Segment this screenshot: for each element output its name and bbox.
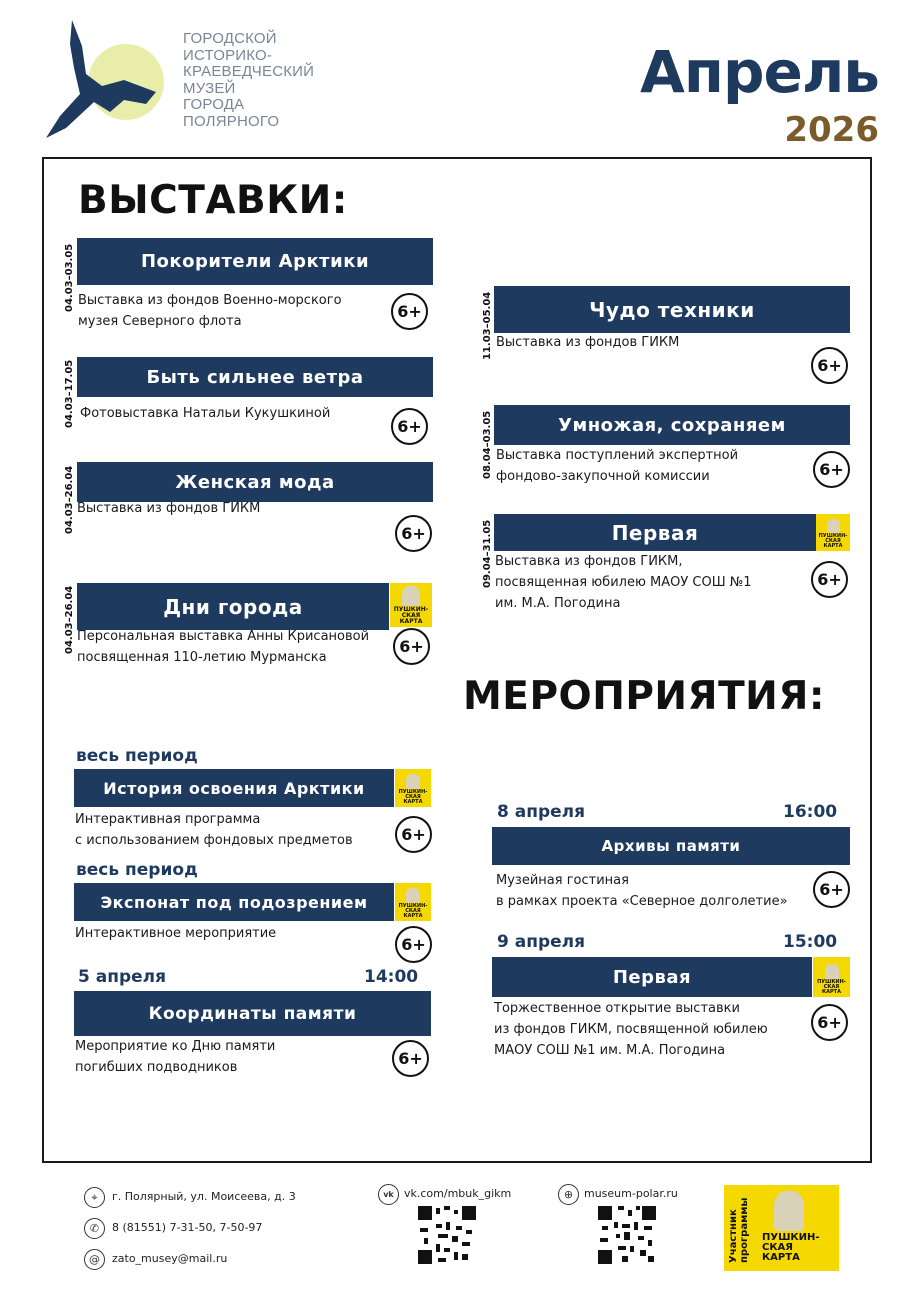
pk-line: КАРТА — [822, 989, 841, 995]
event-time: 15:00 — [783, 932, 838, 952]
museum-name-line: ГОРОДА — [183, 96, 245, 113]
month-title: Апрель — [640, 38, 879, 106]
exhibition-description — [78, 290, 342, 332]
program-line: программы — [739, 1197, 750, 1263]
vk-icon: vk — [378, 1184, 399, 1205]
event-when: 8 апреля — [497, 802, 586, 822]
program-participant-label — [728, 1198, 750, 1263]
exhibition-title-bar: Умножая, сохраняем — [494, 405, 850, 445]
event-description — [494, 998, 768, 1061]
location-pin-icon: ⌖ — [84, 1187, 105, 1208]
age-rating-badge: 6+ — [395, 926, 432, 963]
desc-line: Выставка из фондов ГИКМ — [496, 335, 680, 350]
museum-name-line: ИСТОРИКО- — [183, 46, 273, 64]
event-title-bar: Архивы памяти — [492, 827, 850, 865]
pushkin-portrait-icon — [825, 964, 839, 979]
pushkin-card-badge — [390, 583, 432, 627]
pushkin-card-badge — [395, 883, 431, 921]
desc-line: им. М.А. Погодина — [495, 596, 621, 611]
desc-line: Мероприятие ко Дню памяти — [75, 1039, 276, 1054]
exhibition-dates: 11.03–05.04 — [482, 291, 493, 360]
age-rating-badge: 6+ — [813, 871, 850, 908]
pk-line: СКАЯ — [405, 794, 421, 800]
pk-line: КАРТА — [403, 799, 423, 805]
exhibition-title-bar: Первая — [494, 514, 816, 551]
exhibition-description — [495, 551, 752, 614]
exhibition-description — [496, 445, 738, 487]
pushkin-card-label — [399, 904, 428, 919]
museum-name-line: МУЗЕЙ — [183, 79, 236, 97]
pushkin-card-label — [762, 1233, 820, 1263]
vk-link[interactable]: vk.com/mbuk_gikm — [404, 1187, 512, 1200]
pk-line: СКАЯ — [405, 908, 421, 914]
desc-line: Торжественное открытие выставки — [494, 1001, 740, 1016]
phone-text: 8 (81551) 7-31-50, 7-50-97 — [112, 1221, 263, 1234]
pk-line: ПУШКИН- — [817, 979, 846, 985]
museum-name-line: ПОЛЯРНОГО — [183, 112, 280, 130]
event-description — [75, 923, 276, 944]
exhibition-title-bar: Женская мода — [77, 462, 433, 502]
exhibition-dates: 09.04–31.05 — [482, 519, 493, 588]
museum-name-line: КРАЕВЕДЧЕСКИЙ — [183, 63, 315, 80]
exhibition-title-bar: Покорители Арктики — [77, 238, 433, 285]
pushkin-card-label — [394, 607, 429, 625]
desc-line: Фотовыставка Натальи Кукушкиной — [80, 406, 331, 421]
events-title: МЕРОПРИЯТИЯ: — [463, 674, 825, 719]
desc-line: посвященная 110-летию Мурманска — [77, 650, 327, 665]
exhibition-dates: 08.04–03.05 — [482, 410, 493, 479]
event-when: 9 апреля — [497, 932, 586, 952]
exhibition-dates: 04.03–26.04 — [64, 585, 75, 654]
age-rating-badge: 6+ — [811, 561, 848, 598]
desc-line: посвященная юбилею МАОУ СОШ №1 — [495, 575, 752, 590]
age-rating-badge: 6+ — [395, 816, 432, 853]
email-icon: @ — [84, 1249, 105, 1270]
exhibition-description — [77, 626, 369, 668]
exhibition-dates: 04.03–03.05 — [64, 243, 75, 312]
age-rating-badge: 6+ — [392, 1040, 429, 1077]
exhibitions-title: ВЫСТАВКИ: — [78, 178, 348, 223]
pk-line: ПУШКИН- — [818, 533, 848, 539]
desc-line: Персональная выставка Анны Крисановой — [77, 629, 370, 644]
pk-line: СКАЯ — [823, 984, 840, 990]
desc-line: погибших подводников — [75, 1060, 238, 1075]
desc-line: Выставка из фондов ГИКМ, — [495, 554, 683, 569]
event-description — [75, 1036, 275, 1078]
desc-line: МАОУ СОШ №1 им. М.А. Погодина — [494, 1043, 726, 1058]
qr-code-vk[interactable] — [418, 1206, 476, 1264]
program-line: Участник — [728, 1209, 739, 1263]
desc-line: Выставка из фондов ГИКМ — [77, 501, 261, 516]
year-title: 2026 — [784, 110, 879, 150]
email-link[interactable]: zato_musey@mail.ru — [112, 1252, 228, 1265]
pk-line: КАРТА — [399, 618, 423, 625]
age-rating-badge: 6+ — [393, 628, 430, 665]
event-description — [75, 809, 353, 851]
age-rating-badge: 6+ — [811, 347, 848, 384]
desc-line: Музейная гостиная — [496, 873, 629, 888]
pushkin-portrait-icon — [406, 774, 420, 789]
pk-line: ПУШКИН- — [398, 789, 428, 795]
pushkin-portrait-icon — [774, 1191, 804, 1231]
desc-line: Интерактивное мероприятие — [75, 926, 277, 941]
pk-line: КАРТА — [823, 543, 843, 549]
desc-line: музея Северного флота — [78, 314, 242, 329]
desc-line: с использованием фондовых предметов — [75, 833, 353, 848]
pk-line: СКАЯ — [401, 612, 421, 619]
pk-line: СКАЯ — [762, 1242, 793, 1253]
phone-icon: ✆ — [84, 1218, 105, 1239]
desc-line: в рамках проекта «Северное долголетие» — [496, 894, 788, 909]
event-title-bar: История освоения Арктики — [74, 769, 394, 807]
age-rating-badge: 6+ — [391, 408, 428, 445]
event-title-bar: Координаты памяти — [74, 991, 431, 1036]
age-rating-badge: 6+ — [391, 293, 428, 330]
event-title-bar: Экспонат под подозрением — [74, 883, 394, 921]
globe-icon: ⊕ — [558, 1184, 579, 1205]
event-when: весь период — [76, 860, 198, 880]
pushkin-card-badge — [816, 514, 850, 551]
pushkin-card-label — [819, 534, 848, 549]
event-when: 5 апреля — [78, 967, 167, 987]
pushkin-card-badge — [813, 957, 850, 997]
pushkin-portrait-icon — [406, 888, 420, 903]
age-rating-badge: 6+ — [811, 1004, 848, 1041]
desc-line: фондово-закупочной комиссии — [496, 469, 710, 484]
website-link[interactable]: museum-polar.ru — [584, 1187, 678, 1200]
pk-line: ПУШКИН- — [393, 606, 429, 613]
exhibition-title-bar: Быть сильнее ветра — [77, 357, 433, 397]
pushkin-card-label — [399, 790, 428, 805]
desc-line: Выставка из фондов Военно-морского — [78, 293, 342, 308]
exhibition-description — [496, 332, 679, 353]
event-title-bar: Первая — [492, 957, 812, 997]
event-time: 14:00 — [364, 967, 419, 987]
desc-line: из фондов ГИКМ, посвященной юбилею — [494, 1022, 768, 1037]
pk-line: КАРТА — [762, 1252, 800, 1263]
address-text: г. Полярный, ул. Моисеева, д. 3 — [112, 1190, 296, 1203]
exhibition-title-bar: Чудо техники — [494, 286, 850, 333]
pk-line: СКАЯ — [825, 538, 841, 544]
event-description — [496, 870, 788, 912]
age-rating-badge: 6+ — [395, 515, 432, 552]
pushkin-card-badge — [395, 769, 431, 807]
desc-line: Интерактивная программа — [75, 812, 261, 827]
pushkin-card-program-badge — [724, 1185, 839, 1271]
desc-line: Выставка поступлений экспертной — [496, 448, 739, 463]
pk-line: КАРТА — [403, 913, 423, 919]
museum-name-line: ГОРОДСКОЙ — [183, 30, 277, 47]
event-when: весь период — [76, 746, 198, 766]
pk-line: ПУШКИН- — [398, 903, 428, 909]
pushkin-portrait-icon — [402, 586, 420, 606]
qr-code-site[interactable] — [598, 1206, 656, 1264]
exhibition-title-bar: Дни города — [77, 583, 389, 630]
pushkin-portrait-icon — [827, 519, 840, 533]
exhibition-dates: 04.03–26.04 — [64, 465, 75, 534]
museum-logo-icon — [42, 16, 172, 141]
pushkin-card-label — [817, 980, 846, 995]
exhibition-description — [80, 403, 330, 424]
exhibition-dates: 04.03–17.05 — [64, 359, 75, 428]
event-time: 16:00 — [783, 802, 838, 822]
museum-name — [183, 31, 383, 130]
exhibition-description — [77, 498, 260, 519]
pk-line: ПУШКИН- — [762, 1232, 820, 1243]
age-rating-badge: 6+ — [813, 451, 850, 488]
